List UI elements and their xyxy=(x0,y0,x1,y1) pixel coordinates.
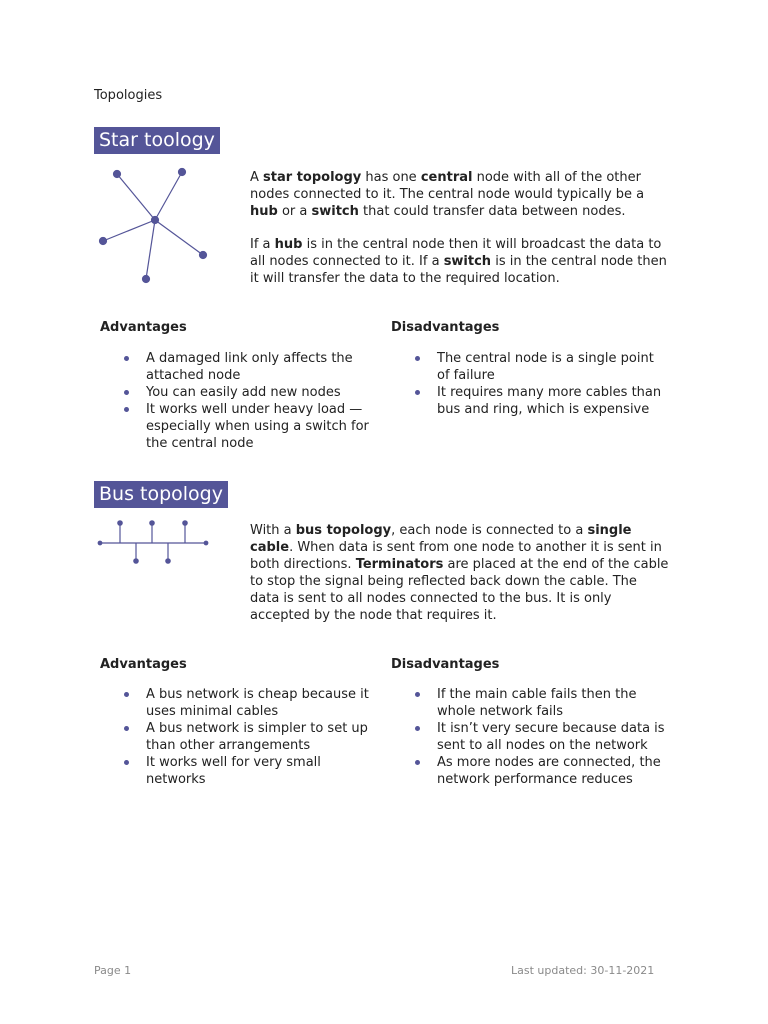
bus-advantages-list xyxy=(122,686,377,788)
list-item: The central node is a single point of failure xyxy=(413,350,668,384)
star-node xyxy=(200,252,207,259)
star-advantages-heading: Advantages xyxy=(100,320,187,335)
star-link xyxy=(103,220,155,241)
bus-node xyxy=(118,521,122,525)
star-node xyxy=(179,169,186,176)
list-item: A damaged link only affects the attached node xyxy=(122,350,372,384)
bus-topology-diagram xyxy=(96,516,212,568)
bus-node xyxy=(134,559,138,563)
bus-disadvantages-heading: Disadvantages xyxy=(391,657,500,672)
bus-section-title: Bus topology xyxy=(94,481,228,508)
star-advantages-list xyxy=(122,350,372,452)
star-link xyxy=(117,174,155,220)
list-item: It requires many more cables than bus and ring, which is expensive xyxy=(413,384,668,418)
bus-node xyxy=(183,521,187,525)
list-item: You can easily add new nodes xyxy=(122,384,372,401)
list-item: A bus network is simpler to set up than other arrangements xyxy=(122,720,377,754)
bus-disadvantages-list xyxy=(413,686,668,788)
list-item: A bus network is cheap because it uses minimal cables xyxy=(122,686,377,720)
bus-advantages-heading: Advantages xyxy=(100,657,187,672)
list-item: It isn’t very secure because data is sent to all nodes on the network xyxy=(413,720,668,754)
star-disadvantages-heading: Disadvantages xyxy=(391,320,500,335)
list-item: As more nodes are connected, the network performance reduces xyxy=(413,754,668,788)
star-node xyxy=(100,238,107,245)
terminator xyxy=(204,541,208,545)
document-header: Topologies xyxy=(94,88,163,103)
bus-description: With a bus topology, each node is connected to a single cable. When data is sent from one node to another it is sent in both directions. Terminators are placed at the end of the cable to stop the signal being reflected back down the cable. The data is sent to all nodes connected to the bus. It is only accepted by the node that requires it. xyxy=(250,523,669,623)
star-topology-diagram xyxy=(90,160,220,290)
list-item: It works well for very small networks xyxy=(122,754,377,788)
bus-node xyxy=(150,521,154,525)
page-number: Page 1 xyxy=(94,964,132,977)
star-link xyxy=(146,220,155,279)
bus-node xyxy=(166,559,170,563)
last-updated: Last updated: 30-11-2021 xyxy=(511,964,655,977)
terminator xyxy=(98,541,102,545)
star-link xyxy=(155,172,182,220)
star-description-2: If a hub is in the central node then it will broadcast the data to all nodes connected to it. If a switch is in the central node then it will transfer the data to the required location. xyxy=(250,237,667,286)
star-node xyxy=(114,171,121,178)
central-node xyxy=(152,217,159,224)
star-disadvantages-list xyxy=(413,350,668,418)
list-item: It works well under heavy load — especially when using a switch for the central node xyxy=(122,401,372,452)
star-node xyxy=(143,276,150,283)
list-item: If the main cable fails then the whole network fails xyxy=(413,686,668,720)
star-description-1: A star topology has one central node with all of the other nodes connected to it. The central node would typically be a hub or a switch that could transfer data between nodes. xyxy=(250,170,645,219)
star-section-title: Star toology xyxy=(94,127,220,154)
star-link xyxy=(155,220,203,255)
